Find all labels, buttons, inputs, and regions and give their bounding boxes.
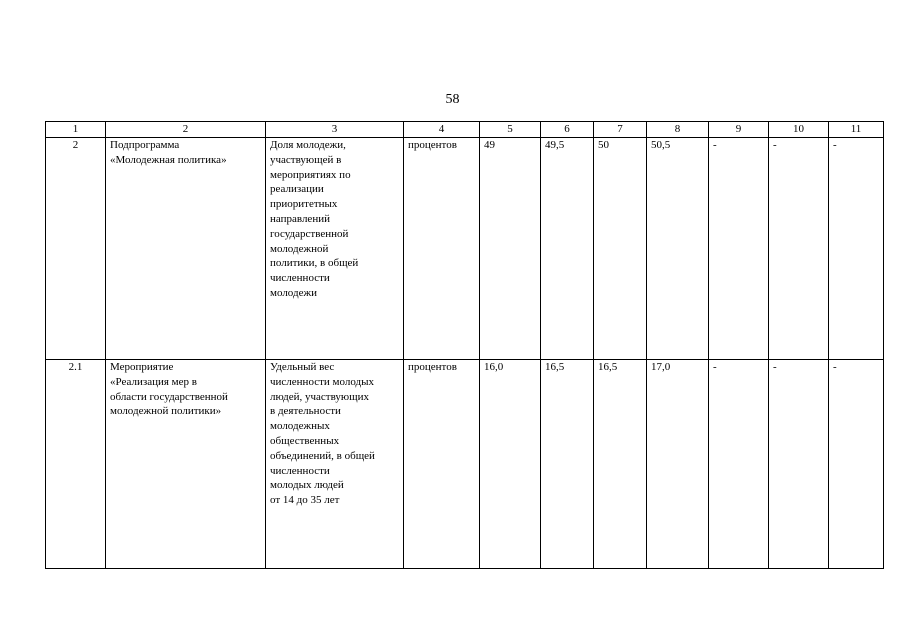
program-name: Мероприятие «Реализация мер в области государственной молодежной политики» [110,361,228,418]
unit-cell [404,138,480,360]
value-cell [480,138,541,360]
value-8: 17,0 [651,361,671,373]
value-5: 16,0 [484,361,504,373]
table-row [46,360,884,569]
value-7: 50 [598,139,609,151]
value-cell [829,360,884,569]
value-cell [480,360,541,569]
value-cell [709,138,769,360]
program-name-cell [106,360,266,569]
column-header: 7 [594,122,647,138]
program-name-cell [106,138,266,360]
page-number: 58 [445,92,460,107]
indicator-cell [266,138,404,360]
value-6: 16,5 [545,361,565,373]
program-name: Подпрограмма «Молодежная политика» [110,139,227,166]
value-5: 49 [484,139,495,151]
column-header: 4 [404,122,480,138]
column-header: 3 [266,122,404,138]
value-cell [541,138,594,360]
indicator-text: Доля молодежи, участвующей в мероприятиях по реализации приоритетных направлений государственной молодежной политики, в общей численности молодежи [270,139,359,299]
indicator-cell [266,360,404,569]
row-number-cell [46,360,106,569]
row-number: 2 [72,139,79,151]
value-cell [769,138,829,360]
value-8: 50,5 [651,139,671,151]
value-10: - [773,139,777,151]
value-cell [594,360,647,569]
table-row [46,138,884,360]
value-cell [541,360,594,569]
unit-text: процентов [408,361,457,373]
column-header: 1 [46,122,106,138]
value-10: - [773,361,777,373]
value-cell [647,138,709,360]
column-header: 5 [480,122,541,138]
column-header: 2 [106,122,266,138]
row-number-cell [46,138,106,360]
value-cell [829,138,884,360]
indicators-table [45,121,884,569]
value-cell [709,360,769,569]
value-6: 49,5 [545,139,565,151]
value-cell [769,360,829,569]
value-9: - [713,139,717,151]
value-7: 16,5 [598,361,618,373]
value-11: - [833,139,837,151]
unit-cell [404,360,480,569]
row-number: 2.1 [68,361,83,373]
indicator-text: Удельный вес численности молодых людей, участвующих в деятельности молодежных общественных объединений, в общей численности молодых людей от 14 до 35 лет [270,361,375,507]
column-number-row [46,122,884,138]
column-header: 11 [829,122,884,138]
column-header: 6 [541,122,594,138]
value-cell [594,138,647,360]
column-header: 8 [647,122,709,138]
column-header: 9 [709,122,769,138]
value-9: - [713,361,717,373]
column-header: 10 [769,122,829,138]
value-11: - [833,361,837,373]
unit-text: процентов [408,139,457,151]
value-cell [647,360,709,569]
